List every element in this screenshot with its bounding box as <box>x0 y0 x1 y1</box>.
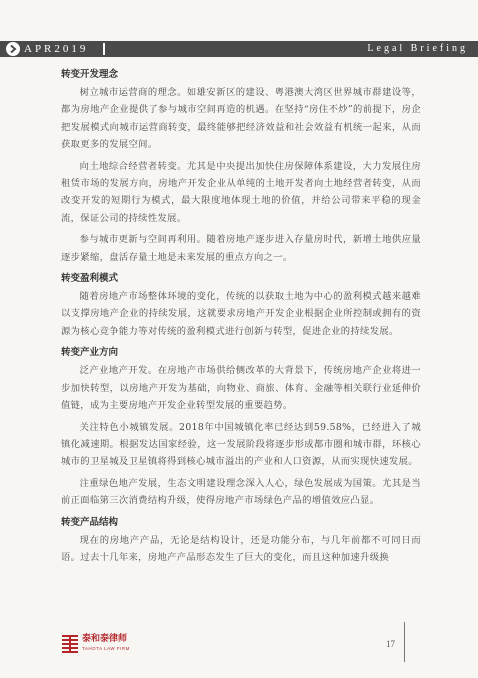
section <box>61 270 421 340</box>
paragraph: 泛产业地产开发。在房地产市场供给侧改革的大背景下，传统房地产企业将进一步加快转型，以房地产开发为基础，向物业、商旅、体育、金融等相关联行业延伸价值链，成为主要房地产开发企业转型发展的重要趋势。 <box>61 365 421 412</box>
paragraph: 向土地综合经营者转变。尤其是中央提出加快住房保障体系建设，大力发展住房租赁市场的发展方向，房地产开发企业从单纯的土地开发者向土地经营者转变，从而改变开发的短期行为模式，最大限度地体现土地的价值，并给公司带来平稳的现金流，保证公司的持续性发展。 <box>61 160 421 224</box>
section-heading: 转变产品结构 <box>61 516 119 528</box>
paragraph: 注重绿色地产发展，生态文明建设理念深入人心，绿色发展成为国策。尤其是当前正面临第三次消费结构升级，使得房地产市场绿色产品的增值效应凸显。 <box>61 477 421 507</box>
page-number: 17 <box>386 639 395 649</box>
section <box>61 514 421 567</box>
paragraph: 随着房地产市场整体环境的变化，传统的以获取土地为中心的盈利模式越来越难以支撑房地产企业的持续发展，这就要求房地产开发企业根据企业所控制或拥有的资源为核心竞争能力等对传统的盈利模式进行创新与转型，促进企业的持续发展。 <box>61 291 421 337</box>
firm-name-cn: 泰和泰律师 <box>82 634 128 644</box>
section-heading: 转变开发理念 <box>61 69 119 80</box>
article-body <box>61 66 421 570</box>
firm-name-en: TAHOTA LAW FIRM <box>82 646 130 651</box>
paragraph: 树立城市运营商的理念。如雄安新区的建设、粤港澳大湾区世界城市群建设等，都为房地产企业提供了参与城市空间再造的机遇。在坚持“房住不炒”的前提下，房企把发展模式向城市运营商转变，最终能够把经济效益和社会效益有机统一起来，从而获取更多的发展空间。 <box>61 87 421 151</box>
section-heading: 转变盈利模式 <box>61 273 119 285</box>
chevron-right-icon <box>6 42 20 56</box>
header-band <box>0 41 478 57</box>
publication-title: Legal Briefing <box>367 43 468 54</box>
firm-logo <box>62 634 182 654</box>
issue-date: APR2019 <box>24 43 89 55</box>
paragraph: 参与城市更新与空间再利用。随着房地产逐步进入存量房时代，新增土地供应量逐步紧缩，盘活存量土地是未来发展的重点方向之一。 <box>61 234 421 263</box>
footer-divider <box>404 622 405 662</box>
paragraph: 现在的房地产产品，无论是结构设计，还是功能分布，与几年前都不可同日而语。过去十几年来，房地产产品形态发生了巨大的变化，而且这种加速升级换 <box>61 534 421 563</box>
section <box>61 344 421 509</box>
header-divider <box>103 43 105 55</box>
paragraph: 关注特色小城镇发展。2018年中国城镇化率已经达到59.58%，已经进入了城镇化减速期。根据发达国家经验，这一发展阶段将逐步形成都市圈和城市群，环核心城市的卫星城及卫星镇将得到核心城市溢出的产业和人口资源，从而实现快速发展。 <box>61 421 421 468</box>
section <box>61 66 421 266</box>
section-heading: 转变产业方向 <box>61 347 119 359</box>
firm-logo-icon <box>62 635 78 653</box>
